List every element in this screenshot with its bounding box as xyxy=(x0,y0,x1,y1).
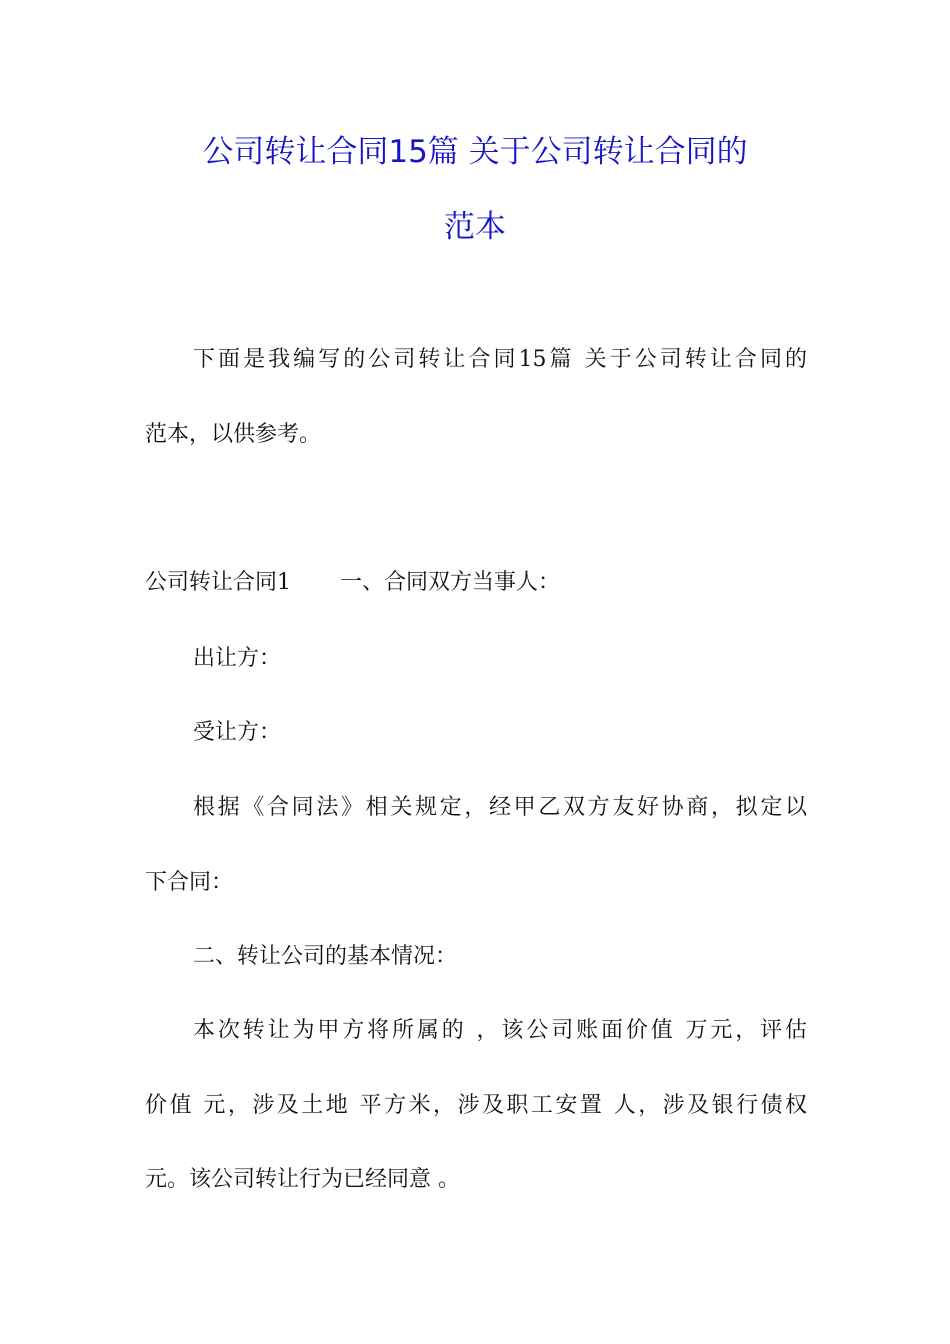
section-heading-2: 二、转让公司的基本情况： xyxy=(193,944,458,969)
paragraph-basis-line-2: 下合同： xyxy=(145,870,234,895)
transferor-label: 出让方： xyxy=(193,646,282,671)
document-title-line-2: 范本 xyxy=(444,209,506,245)
transferee-label: 受让方： xyxy=(193,720,282,745)
section-heading-contract-1: 公司转让合同1 一、合同双方当事人： xyxy=(145,570,560,595)
paragraph-basis-line-1: 根据《合同法》相关规定，经甲乙双方友好协商，拟定以 xyxy=(193,795,807,820)
paragraph-transfer-line-3: 元。该公司转让行为已经同意 。 xyxy=(145,1167,460,1192)
paragraph-transfer-line-2: 价值 元，涉及土地 平方米，涉及职工安置 人，涉及银行债权 xyxy=(145,1093,807,1118)
intro-line-2: 范本，以供参考。 xyxy=(145,422,322,447)
document-title-line-1: 公司转让合同15篇 关于公司转让合同的 xyxy=(202,134,748,170)
intro-line-1: 下面是我编写的公司转让合同15篇 关于公司转让合同的 xyxy=(193,347,807,372)
paragraph-transfer-line-1: 本次转让为甲方将所属的 ，该公司账面价值 万元，评估 xyxy=(193,1018,807,1043)
